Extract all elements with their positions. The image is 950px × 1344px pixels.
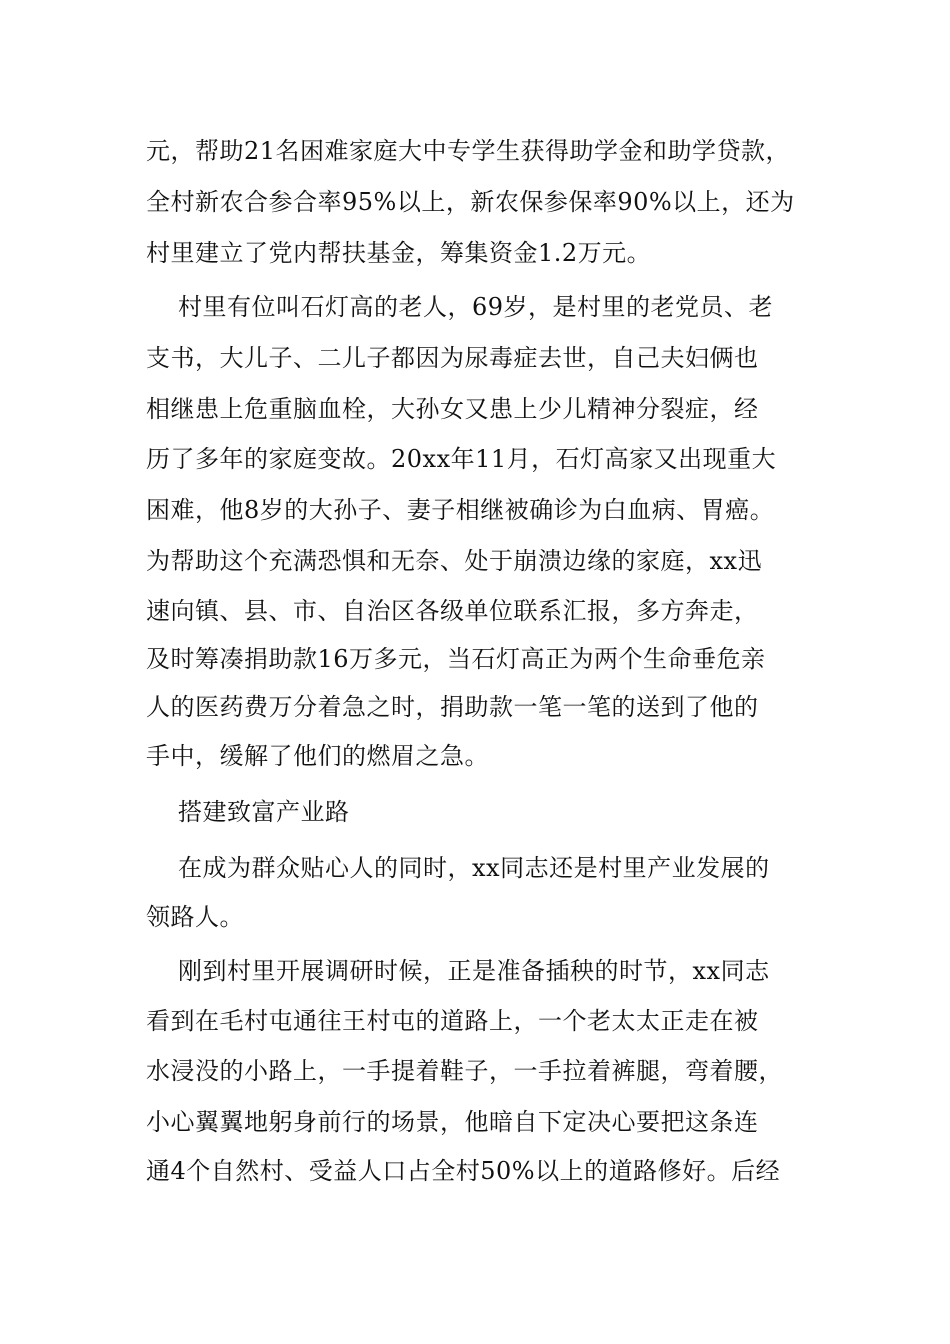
- paragraph-2-line-3: 相继患上危重脑血栓，大孙女又患上少儿精神分裂症，经: [146, 395, 759, 423]
- paragraph-2-line-5: 困难，他8岁的大孙子、妻子相继被确诊为白血病、胃癌。: [146, 496, 775, 524]
- paragraph-2-line-4: 历了多年的家庭变故。20xx年11月，石灯高家又出现重大: [146, 445, 777, 473]
- paragraph-2-line-1: 村里有位叫石灯高的老人，69岁，是村里的老党员、老: [178, 293, 774, 321]
- paragraph-2-line-9: 人的医药费万分着急之时，捐助款一笔一笔的送到了他的: [146, 693, 759, 721]
- paragraph-2-line-6: 为帮助这个充满恐惧和无奈、处于崩溃边缘的家庭，xx迅: [146, 547, 763, 575]
- paragraph-5-line-5: 通4个自然村、受益人口占全村50%以上的道路修好。后经: [146, 1157, 781, 1185]
- paragraph-5-line-4: 小心翼翼地躬身前行的场景，他暗自下定决心要把这条连: [146, 1108, 759, 1136]
- paragraph-2-line-8: 及时筹凑捐助款16万多元，当石灯高正为两个生命垂危亲: [146, 645, 766, 673]
- paragraph-5-line-2: 看到在毛村屯通往王村屯的道路上，一个老太太正走在被: [146, 1007, 759, 1035]
- paragraph-2-line-7: 速向镇、县、市、自治区各级单位联系汇报，多方奔走，: [146, 597, 759, 625]
- paragraph-1-line-1: 元，帮助21名困难家庭大中专学生获得助学金和助学贷款，: [146, 137, 791, 165]
- paragraph-1-line-2: 全村新农合参合率95%以上，新农保参保率90%以上，还为: [146, 188, 795, 216]
- paragraph-4-line-1: 在成为群众贴心人的同时，xx同志还是村里产业发展的: [178, 854, 770, 882]
- paragraph-5-line-1: 刚到村里开展调研时候，正是准备插秧的时节，xx同志: [178, 957, 770, 985]
- section-heading: 搭建致富产业路: [178, 798, 350, 826]
- paragraph-1-line-3: 村里建立了党内帮扶基金，筹集资金1.2万元。: [146, 239, 652, 267]
- paragraph-2-line-2: 支书，大儿子、二儿子都因为尿毒症去世，自己夫妇俩也: [146, 344, 759, 372]
- paragraph-5-line-3: 水浸没的小路上，一手提着鞋子，一手拉着裤腿，弯着腰，: [146, 1057, 783, 1085]
- paragraph-2-line-10: 手中，缓解了他们的燃眉之急。: [146, 742, 489, 770]
- paragraph-4-line-2: 领路人。: [146, 903, 244, 931]
